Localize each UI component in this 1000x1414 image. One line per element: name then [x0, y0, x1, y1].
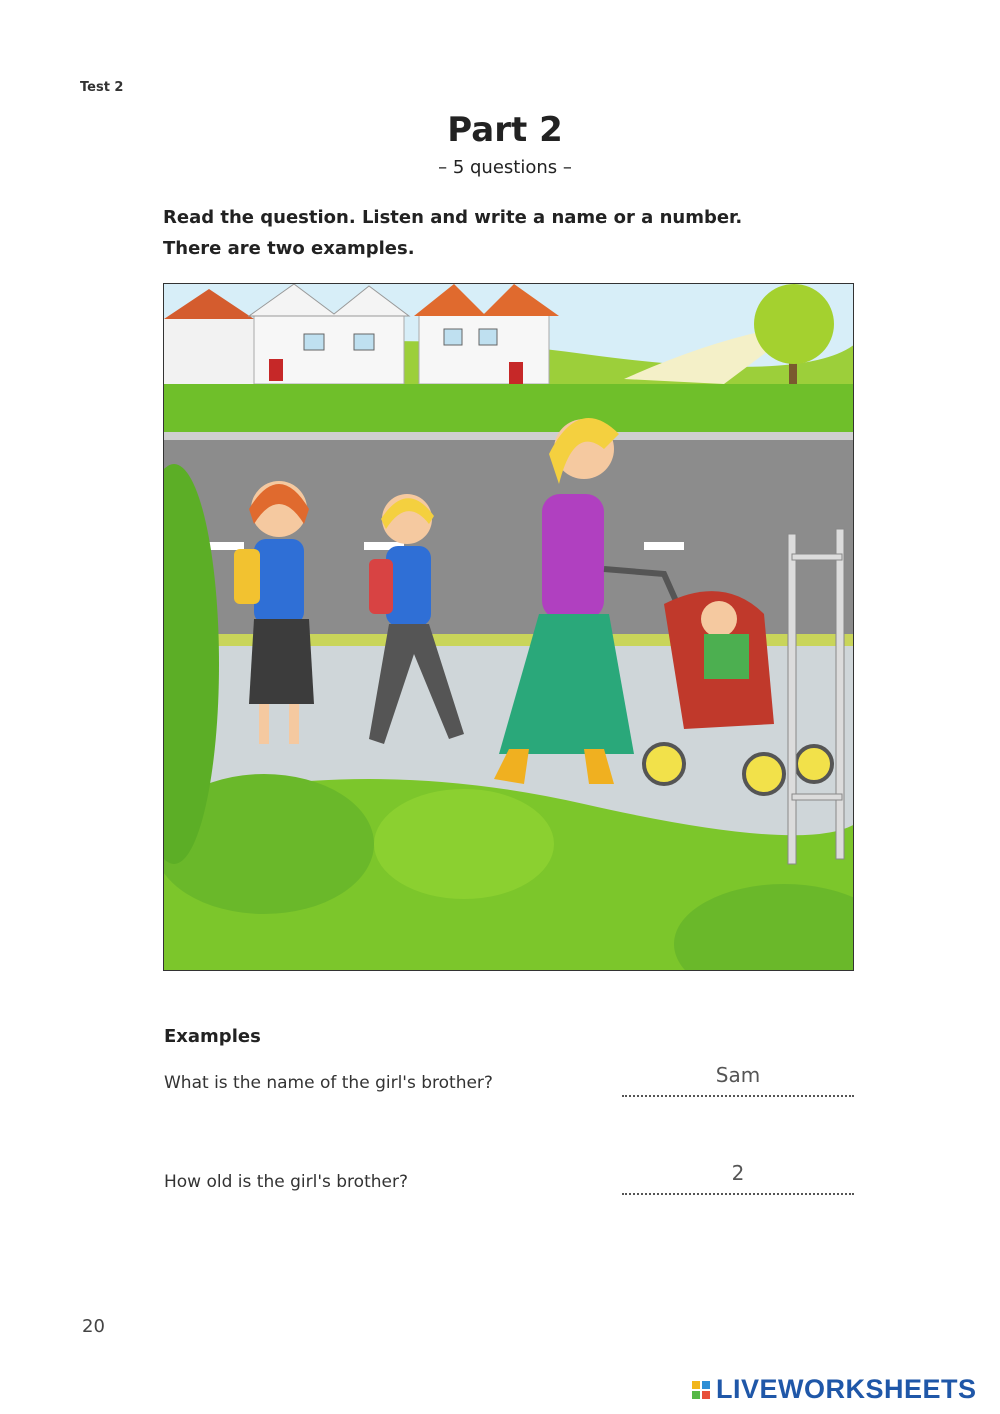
instruction-line-2: There are two examples.	[163, 238, 415, 259]
example-answer-field-1[interactable]	[622, 1063, 854, 1097]
example-answer-field-2[interactable]	[622, 1161, 854, 1195]
examples-heading: Examples	[164, 1026, 261, 1047]
page-number: 20	[82, 1316, 105, 1337]
brand-name: LIVEWORKSHEETS	[716, 1374, 977, 1404]
part-subtitle: – 5 questions –	[438, 157, 572, 178]
liveworksheets-logo-icon	[692, 1381, 710, 1399]
example-answer-2: 2	[731, 1161, 745, 1185]
scene-illustration	[163, 283, 854, 971]
example-question-1: What is the name of the girl's brother?	[164, 1073, 493, 1093]
example-answer-1: Sam	[715, 1063, 761, 1087]
example-question-2: How old is the girl's brother?	[164, 1172, 408, 1192]
houses	[164, 284, 559, 384]
instruction-line-1: Read the question. Listen and write a name or a number.	[163, 207, 743, 228]
test-label: Test 2	[80, 80, 124, 95]
instructions	[163, 202, 742, 264]
brand-logo	[692, 1374, 977, 1405]
part-title: Part 2	[447, 110, 563, 150]
